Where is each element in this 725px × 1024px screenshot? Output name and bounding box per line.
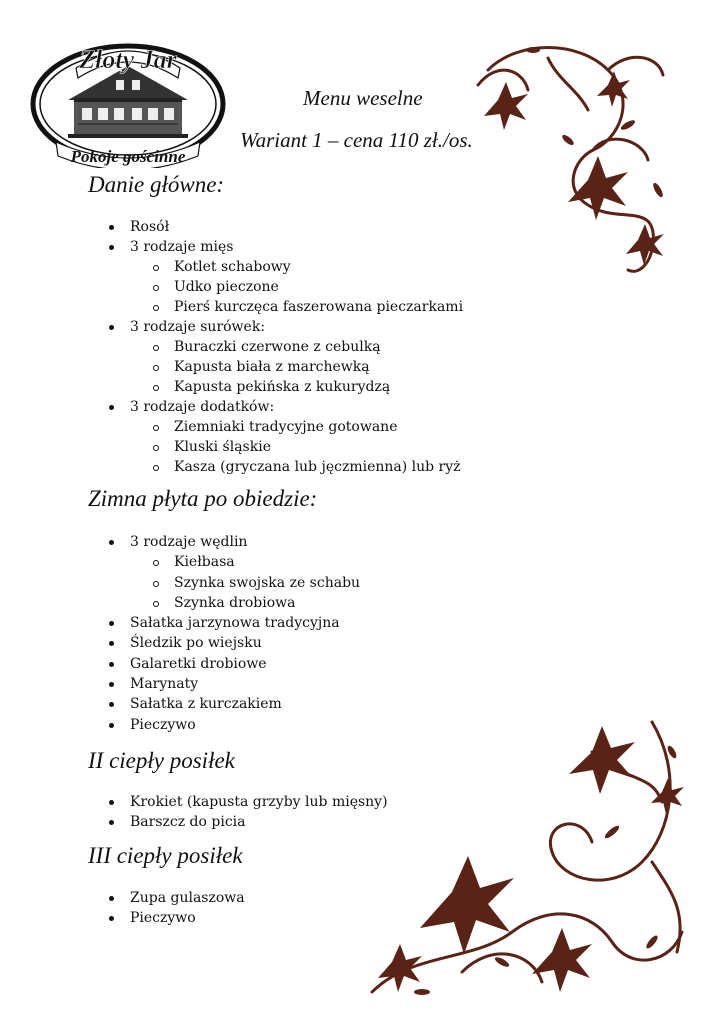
sub-list-item: Kiełbasa [152,552,360,572]
section-heading-warm3: III ciepły posiłek [88,843,243,868]
logo-subtitle: Pokoje gościnne [70,147,186,166]
sub-list-item: Kapusta pekińska z kukurydzą [152,377,463,397]
list-item [108,397,463,477]
sub-list-item: Kapusta biała z marchewką [152,357,463,377]
list-item-label: 3 rodzaje surówek: [108,317,463,337]
list-item-label: Barszcz do picia [108,812,388,832]
list-item-label: 3 rodzaje wędlin [108,532,360,552]
menu-list-warm3 [108,888,245,928]
list-item-label: Pieczywo [108,715,360,735]
list-item [108,532,360,613]
sub-list-item: Udko pieczone [152,277,463,297]
sub-list [108,337,463,397]
sub-list-item: Kotlet schabowy [152,257,463,277]
sub-list [108,417,463,477]
list-item [108,237,463,317]
list-item-label: Śledzik po wiejsku [108,633,360,653]
list-item [108,792,388,812]
sub-list [108,257,463,317]
list-item-label: Galaretki drobiowe [108,654,360,674]
sub-list-item: Ziemniaki tradycyjne gotowane [152,417,463,437]
logo-name: Złoty Jar [79,45,177,74]
menu-list-warm2 [108,792,388,832]
menu-list-main [108,217,463,477]
list-item [108,654,360,674]
sub-list [108,552,360,613]
list-item [108,613,360,633]
list-item [108,812,388,832]
page-title: Menu weselne [303,86,423,110]
variant-price: Wariant 1 – cena 110 zł./os. [240,128,473,152]
floral-ornament-top [468,30,678,280]
list-item-label: Sałatka jarzynowa tradycyjna [108,613,360,633]
section-heading-cold: Zimna płyta po obiedzie: [88,486,318,511]
list-item-label: Krokiet (kapusta grzyby lub mięsny) [108,792,388,812]
list-item [108,674,360,694]
section-heading-main: Danie główne: [88,172,225,197]
list-item [108,633,360,653]
list-item-label: Zupa gulaszowa [108,888,245,908]
floral-ornament-bottom [352,712,697,1002]
logo [28,38,228,168]
list-item [108,888,245,908]
list-item [108,715,360,735]
list-item-label: Sałatka z kurczakiem [108,694,360,714]
sub-list-item: Szynka drobiowa [152,593,360,613]
sub-list-item: Szynka swojska ze schabu [152,573,360,593]
list-item-label: Rosół [108,217,463,237]
sub-list-item: Kluski śląskie [152,437,463,457]
list-item-label: Marynaty [108,674,360,694]
list-item-label: 3 rodzaje dodatków: [108,397,463,417]
list-item [108,694,360,714]
menu-list-cold [108,532,360,735]
sub-list-item: Buraczki czerwone z cebulką [152,337,463,357]
list-item [108,908,245,928]
sub-list-item: Kasza (gryczana lub jęczmienna) lub ryż [152,457,463,477]
list-item-label: 3 rodzaje mięs [108,237,463,257]
sub-list-item: Pierś kurczęca faszerowana pieczarkami [152,297,463,317]
section-heading-warm2: II ciepły posiłek [88,748,235,773]
list-item [108,317,463,397]
list-item-label: Pieczywo [108,908,245,928]
list-item [108,217,463,237]
